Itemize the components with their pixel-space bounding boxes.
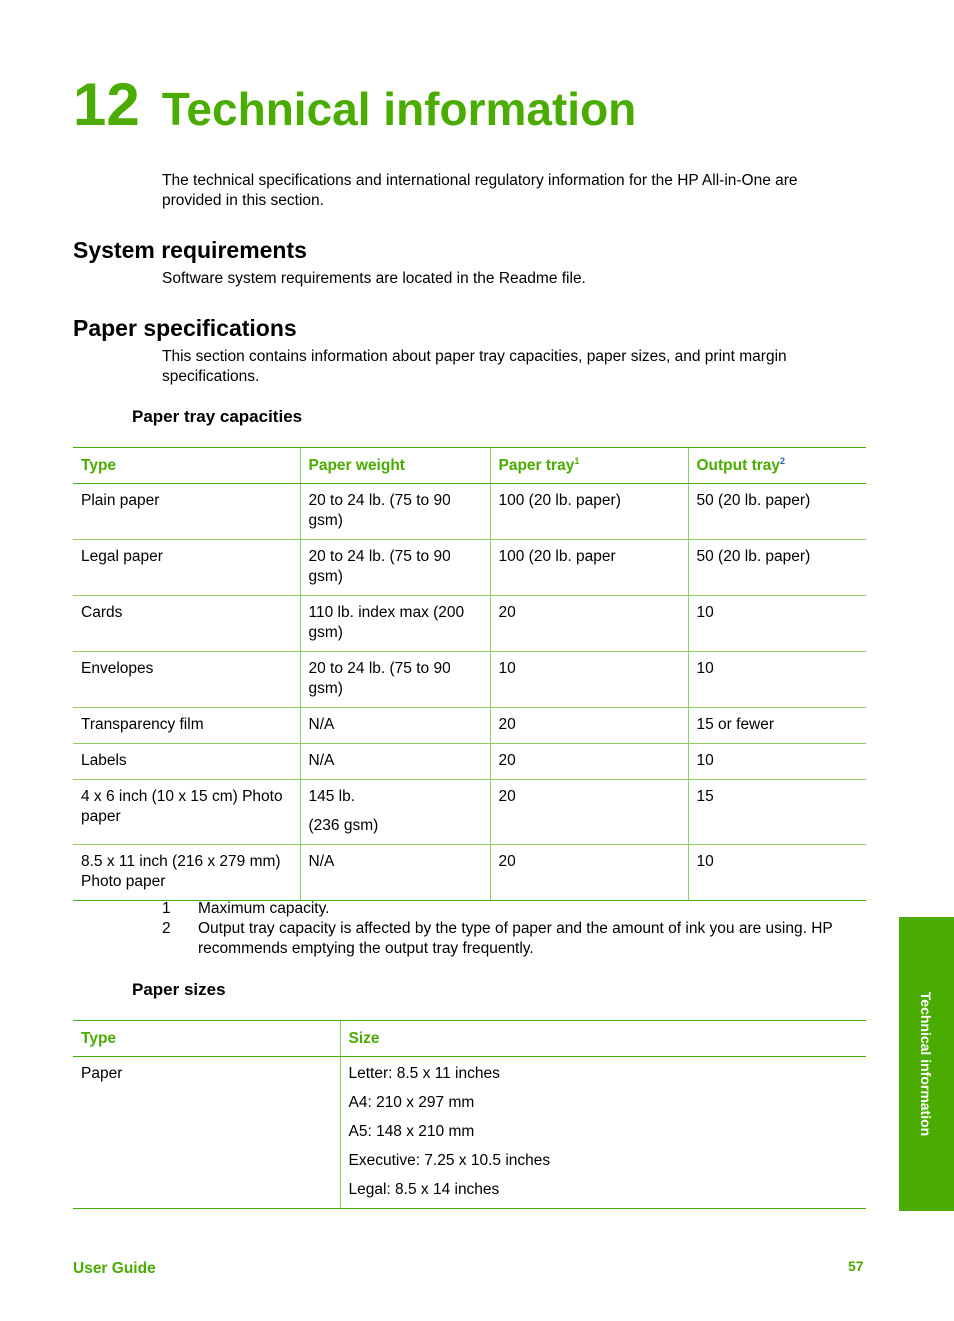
paper-sizes-heading: Paper sizes <box>132 980 226 999</box>
cell-paper-tray: 100 (20 lb. paper <box>490 540 688 596</box>
cell-output-tray: 50 (20 lb. paper) <box>688 540 866 596</box>
footer-guide-title: User Guide <box>73 1260 156 1277</box>
cell-output-tray: 15 <box>688 780 866 845</box>
cell-type: Paper <box>73 1057 340 1209</box>
cell-weight: 20 to 24 lb. (75 to 90 gsm) <box>300 484 490 540</box>
column-header-paper-weight: Paper weight <box>300 448 490 484</box>
chapter-title: Technical information <box>161 83 637 135</box>
cell-weight-line-2: (236 gsm) <box>308 817 379 834</box>
column-header-type: Type <box>73 1021 340 1057</box>
cell-output-tray: 10 <box>688 744 866 780</box>
cell-weight: 20 to 24 lb. (75 to 90 gsm) <box>300 652 490 708</box>
table-row <box>73 744 866 780</box>
chapter-number: 12 <box>73 71 140 138</box>
table-row <box>73 780 866 845</box>
cell-paper-tray: 20 <box>490 744 688 780</box>
column-header-output-tray: Output tray$^2$ <box>688 448 866 484</box>
footnote-ref-1[interactable]: 1 <box>574 455 580 466</box>
table-row <box>73 596 866 652</box>
cell-paper-tray: 20 <box>490 596 688 652</box>
table-row <box>73 540 866 596</box>
table-header-row <box>73 448 866 484</box>
cell-weight: N/A <box>300 708 490 744</box>
size-item: Legal: 8.5 x 14 inches <box>348 1181 500 1198</box>
intro-paragraph: The technical specifications and international regulatory information for the HP All-in-One are provided in this section. <box>162 172 798 209</box>
footnote <box>162 899 862 919</box>
table-row <box>73 708 866 744</box>
column-header-size: Size <box>340 1021 866 1057</box>
paper-specifications-text: This section contains information about paper tray capacities, paper sizes, and print margin specifications. <box>162 348 787 385</box>
cell-paper-tray: 20 <box>490 845 688 901</box>
footnote-number: 1 <box>162 900 171 917</box>
table-row <box>73 652 866 708</box>
table-header-row <box>73 1021 866 1057</box>
chapter-heading <box>73 70 636 144</box>
cell-type: Labels <box>73 744 300 780</box>
page-number: 57 <box>848 1258 864 1274</box>
paper-specifications-heading: Paper specifications <box>73 315 297 341</box>
table-row <box>73 1057 866 1209</box>
system-requirements-heading: System requirements <box>73 237 307 263</box>
table-row <box>73 845 866 901</box>
table-footnotes <box>162 899 862 959</box>
cell-paper-tray: 20 <box>490 780 688 845</box>
cell-type: Cards <box>73 596 300 652</box>
footnote-text: Output tray capacity is affected by the type of paper and the amount of ink you are using. HP recommends emptying the output tray frequently. <box>198 920 833 957</box>
size-item: A5: 148 x 210 mm <box>348 1123 475 1140</box>
cell-paper-tray: 10 <box>490 652 688 708</box>
table-row <box>73 484 866 540</box>
footnote-text: Maximum capacity. <box>198 900 330 917</box>
cell-weight-line-1: 145 lb. <box>308 788 356 805</box>
cell-type: 4 x 6 inch (10 x 15 cm) Photo paper <box>73 780 300 845</box>
cell-output-tray: 10 <box>688 845 866 901</box>
side-tab-label: Technical information <box>918 991 934 1137</box>
cell-paper-tray: 100 (20 lb. paper) <box>490 484 688 540</box>
size-item: Letter: 8.5 x 11 inches <box>348 1065 500 1082</box>
cell-weight: 110 lb. index max (200 gsm) <box>300 596 490 652</box>
cell-type: Envelopes <box>73 652 300 708</box>
cell-type: Legal paper <box>73 540 300 596</box>
cell-paper-tray: 20 <box>490 708 688 744</box>
column-header-type: Type <box>73 448 300 484</box>
footnote <box>162 919 862 959</box>
paper-tray-capacities-table <box>73 447 866 901</box>
cell-weight: 20 to 24 lb. (75 to 90 gsm) <box>300 540 490 596</box>
cell-type: Transparency film <box>73 708 300 744</box>
cell-output-tray: 10 <box>688 596 866 652</box>
cell-weight: N/A <box>300 744 490 780</box>
cell-weight <box>300 780 490 845</box>
footnote-number: 2 <box>162 920 171 937</box>
cell-output-tray: 10 <box>688 652 866 708</box>
cell-weight: N/A <box>300 845 490 901</box>
paper-tray-capacities-heading: Paper tray capacities <box>132 407 303 426</box>
size-item: A4: 210 x 297 mm <box>348 1094 475 1111</box>
cell-type: 8.5 x 11 inch (216 x 279 mm) Photo paper <box>73 845 300 901</box>
size-item: Executive: 7.25 x 10.5 inches <box>348 1152 551 1169</box>
cell-output-tray: 15 or fewer <box>688 708 866 744</box>
chapter-side-tab <box>899 917 954 1211</box>
paper-sizes-table <box>73 1020 866 1209</box>
cell-type: Plain paper <box>73 484 300 540</box>
footnote-ref-2[interactable]: 2 <box>780 455 786 466</box>
column-header-paper-tray: Paper tray$^1$ <box>490 448 688 484</box>
cell-sizes <box>340 1057 866 1209</box>
cell-output-tray: 50 (20 lb. paper) <box>688 484 866 540</box>
system-requirements-text: Software system requirements are located in the Readme file. <box>162 270 586 287</box>
